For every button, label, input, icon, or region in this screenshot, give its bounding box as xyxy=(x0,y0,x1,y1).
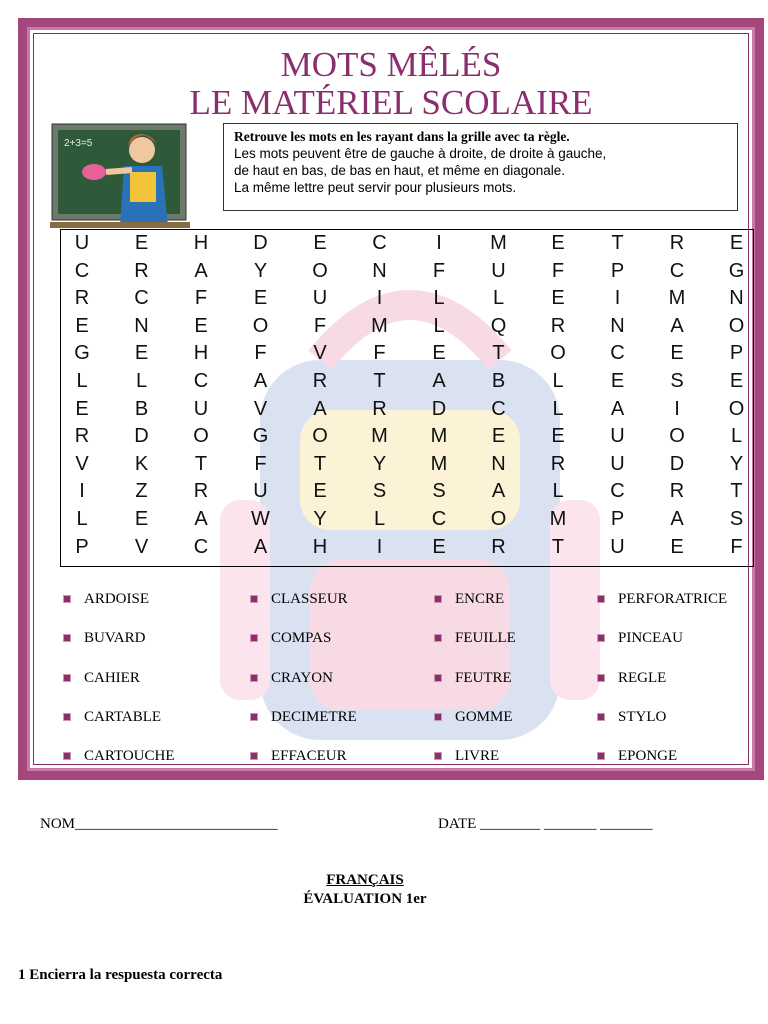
instructions-box xyxy=(223,123,738,211)
bullet-icon xyxy=(434,595,442,603)
grid-letter[interactable]: T xyxy=(730,480,743,503)
word-label: PINCEAU xyxy=(618,630,684,646)
grid-letter[interactable]: O xyxy=(728,397,745,420)
instructions-line: Les mots peuvent être de gauche à droite, de droite à gauche, xyxy=(234,146,607,161)
grid-letter[interactable]: A xyxy=(491,480,506,503)
date-field[interactable]: DATE ________ _______ _______ xyxy=(438,816,653,832)
grid-letter[interactable]: F xyxy=(254,342,267,365)
grid-letter[interactable]: T xyxy=(551,535,565,558)
grid-letter[interactable]: C xyxy=(610,342,625,365)
puzzle-frame xyxy=(18,18,764,780)
grid-letter[interactable]: U xyxy=(74,232,90,254)
grid-letter[interactable]: C xyxy=(134,287,149,310)
grid-letter[interactable]: O xyxy=(312,425,328,448)
grid-letter[interactable]: Q xyxy=(490,314,507,337)
bullet-icon xyxy=(597,713,605,721)
grid-letter[interactable]: A xyxy=(670,314,684,337)
word-label: CARTOUCHE xyxy=(84,748,175,764)
grid-letter[interactable]: E xyxy=(491,425,506,448)
word-label: STYLO xyxy=(618,709,667,725)
word-label: DECIMETRE xyxy=(271,709,357,725)
grid-letter[interactable]: O xyxy=(193,425,209,448)
grid-letter[interactable]: F xyxy=(730,535,743,558)
word-label: FEUTRE xyxy=(455,670,512,686)
grid-letter[interactable]: S xyxy=(372,480,387,503)
bullet-icon xyxy=(434,752,442,760)
word-list-item xyxy=(250,629,331,647)
name-field[interactable]: NOM___________________________ xyxy=(40,816,278,832)
word-list-item xyxy=(250,747,347,765)
grid-letter[interactable]: S xyxy=(670,370,684,392)
word-label: PERFORATRICE xyxy=(618,591,728,607)
grid-letter[interactable]: E xyxy=(729,232,744,254)
grid-letter[interactable]: I xyxy=(79,480,85,503)
grid-letter[interactable]: E xyxy=(75,314,89,337)
word-label: COMPAS xyxy=(271,630,332,646)
grid-letter[interactable]: O xyxy=(669,425,685,448)
grid-letter[interactable]: R xyxy=(669,232,685,254)
word-list-item xyxy=(597,708,666,726)
grid-letter[interactable]: M xyxy=(371,314,388,337)
grid-letter[interactable]: E xyxy=(75,397,89,420)
word-list-item xyxy=(597,747,677,765)
word-list-item xyxy=(434,747,499,765)
word-list-item xyxy=(434,590,504,608)
grid-letter[interactable]: R xyxy=(193,480,209,503)
grid-letter[interactable]: B xyxy=(134,397,149,420)
word-list-item xyxy=(597,590,727,608)
grid-letter[interactable]: P xyxy=(75,535,89,558)
grid-letter[interactable]: N xyxy=(134,314,149,337)
grid-letter[interactable]: E xyxy=(134,232,149,254)
grid-letter[interactable]: N xyxy=(372,259,387,282)
grid-letter[interactable]: L xyxy=(135,370,148,392)
word-list-item xyxy=(250,669,333,687)
word-label: CRAYON xyxy=(271,670,333,686)
grid-letter[interactable]: R xyxy=(550,452,566,475)
word-list-item xyxy=(63,629,145,647)
grid-letter[interactable]: N xyxy=(491,452,506,475)
grid-letter[interactable]: O xyxy=(490,508,507,530)
grid-letter[interactable]: P xyxy=(729,342,744,365)
puzzle-panel xyxy=(27,27,755,771)
word-label: CARTABLE xyxy=(84,709,162,725)
grid-letter[interactable]: T xyxy=(194,452,208,475)
grid-letter[interactable]: L xyxy=(433,314,445,337)
instructions-line: de haut en bas, de bas en haut, et même en diagonale. xyxy=(234,163,565,178)
grid-letter[interactable]: M xyxy=(371,425,388,448)
grid-letter[interactable]: R xyxy=(550,314,566,337)
grid-letter[interactable]: O xyxy=(728,314,745,337)
grid-letter[interactable]: L xyxy=(730,425,743,448)
grid-letter[interactable]: L xyxy=(552,480,564,503)
grid-letter[interactable]: U xyxy=(253,480,268,503)
grid-letter[interactable]: O xyxy=(252,314,269,337)
grid-letter[interactable]: U xyxy=(491,259,506,282)
grid-letter[interactable]: G xyxy=(74,342,90,365)
word-list-item xyxy=(434,629,516,647)
word-label: BUVARD xyxy=(84,630,146,646)
grid-letter[interactable]: E xyxy=(670,342,684,365)
grid-letter[interactable]: M xyxy=(668,287,686,310)
grid-letter[interactable]: U xyxy=(610,425,625,448)
grid-letter[interactable]: G xyxy=(252,425,269,448)
grid-letter[interactable]: R xyxy=(134,259,149,282)
grid-letter[interactable]: A xyxy=(194,508,208,530)
word-label: ENCRE xyxy=(455,591,505,607)
grid-letter[interactable]: R xyxy=(74,425,90,448)
grid-letter[interactable]: D xyxy=(134,425,149,448)
grid-letter[interactable]: A xyxy=(432,370,446,392)
grid-letter[interactable]: W xyxy=(251,508,270,530)
instructions-lead: Retrouve les mots en les rayant dans la grille avec ta règle. xyxy=(234,129,570,144)
word-list-item xyxy=(63,747,175,765)
teacher-at-chalkboard-illustration xyxy=(50,122,190,230)
grid-letter[interactable]: A xyxy=(253,535,268,558)
grid-letter[interactable]: T xyxy=(373,370,386,392)
grid-letter[interactable]: K xyxy=(134,452,149,475)
grid-letter[interactable]: N xyxy=(729,287,744,310)
bullet-icon xyxy=(63,713,71,721)
grid-letter[interactable]: D xyxy=(253,232,268,254)
chalkboard-text: 2+3=5 xyxy=(64,138,93,149)
grid-letter[interactable]: C xyxy=(193,535,209,558)
grid-letter[interactable]: T xyxy=(313,452,327,475)
grid-letter[interactable]: P xyxy=(610,508,625,530)
grid-letter[interactable]: O xyxy=(550,342,566,365)
grid-letter[interactable]: E xyxy=(313,480,327,503)
page-subtitle: LE MATÉRIEL SCOLAIRE xyxy=(189,83,593,122)
grid-letter[interactable]: U xyxy=(312,287,328,310)
question-1: 1 Encierra la respuesta correcta xyxy=(18,967,223,983)
grid-letter[interactable]: A xyxy=(670,508,684,530)
grid-letter[interactable]: E xyxy=(610,370,625,392)
grid-letter[interactable]: C xyxy=(669,259,685,282)
grid-letter[interactable]: L xyxy=(492,287,505,310)
grid-letter[interactable]: L xyxy=(373,508,386,530)
bullet-icon xyxy=(63,674,71,682)
bullet-icon xyxy=(597,674,605,682)
word-list-item xyxy=(250,590,348,608)
grid-letter[interactable]: Y xyxy=(372,452,387,475)
grid-letter[interactable]: V xyxy=(313,342,327,365)
bullet-icon xyxy=(250,752,258,760)
grid-letter[interactable]: E xyxy=(670,535,684,558)
grid-letter[interactable]: O xyxy=(312,259,328,282)
grid-letter[interactable]: H xyxy=(312,535,328,558)
subject-heading: FRANÇAIS xyxy=(326,872,404,888)
grid-letter[interactable]: F xyxy=(373,342,386,365)
word-label: EFFACEUR xyxy=(271,748,347,764)
grid-letter[interactable]: I xyxy=(614,287,621,310)
grid-letter[interactable]: E xyxy=(432,342,446,365)
grid-letter[interactable]: V xyxy=(253,397,268,420)
bullet-icon xyxy=(250,674,258,682)
grid-letter[interactable]: S xyxy=(729,508,744,530)
grid-letter[interactable]: F xyxy=(313,314,327,337)
word-label: FEUILLE xyxy=(455,630,516,646)
word-list-item xyxy=(63,669,140,687)
grid-letter[interactable]: S xyxy=(432,480,446,503)
grid-letter[interactable]: R xyxy=(74,287,90,310)
grid-letter[interactable]: V xyxy=(134,535,149,558)
word-label: CLASSEUR xyxy=(271,591,348,607)
grid-letter[interactable]: R xyxy=(669,480,685,503)
grid-letter[interactable]: C xyxy=(372,232,387,254)
grid-letter[interactable]: E xyxy=(253,287,268,310)
grid-letter[interactable]: C xyxy=(431,508,447,530)
grid-letter[interactable]: T xyxy=(611,232,624,254)
bullet-icon xyxy=(597,752,605,760)
grid-letter[interactable]: L xyxy=(552,370,564,392)
grid-letter[interactable]: A xyxy=(610,397,625,420)
grid-letter[interactable]: Y xyxy=(313,508,327,530)
word-label: ARDOISE xyxy=(84,591,150,607)
grid-letter[interactable]: U xyxy=(193,397,209,420)
grid-letter[interactable]: L xyxy=(552,397,564,420)
grid-letter[interactable]: E xyxy=(432,535,446,558)
grid-letter[interactable]: D xyxy=(431,397,447,420)
grid-letter[interactable]: G xyxy=(728,259,745,282)
grid-letter[interactable]: U xyxy=(610,535,625,558)
grid-letter[interactable]: A xyxy=(253,370,268,392)
grid-letter[interactable]: I xyxy=(376,535,383,558)
bullet-icon xyxy=(434,713,442,721)
grid-letter[interactable]: L xyxy=(76,508,88,530)
word-list-item xyxy=(63,590,149,608)
word-search-grid[interactable] xyxy=(60,229,754,567)
grid-letter[interactable]: L xyxy=(433,287,445,310)
word-label: CAHIER xyxy=(84,670,140,686)
grid-letter[interactable]: A xyxy=(194,259,208,282)
grid-letter[interactable]: E xyxy=(551,232,565,254)
bullet-icon xyxy=(434,674,442,682)
grid-letter[interactable]: H xyxy=(193,342,209,365)
bullet-icon xyxy=(250,634,258,642)
grid-letter[interactable]: M xyxy=(430,452,448,475)
grid-letter[interactable]: R xyxy=(312,370,328,392)
grid-letter[interactable]: V xyxy=(75,452,89,475)
word-list-item xyxy=(597,629,683,647)
bullet-icon xyxy=(63,752,71,760)
grid-letter[interactable]: I xyxy=(436,232,442,254)
grid-letter[interactable]: Y xyxy=(729,452,744,475)
grid-letter[interactable]: C xyxy=(74,259,90,282)
bullet-icon xyxy=(63,634,71,642)
grid-letter[interactable]: C xyxy=(610,480,625,503)
bullet-icon xyxy=(434,634,442,642)
grid-letter[interactable]: D xyxy=(669,452,685,475)
grid-letter[interactable]: H xyxy=(193,232,209,254)
grid-letter[interactable]: I xyxy=(376,287,383,310)
grid-letter[interactable]: T xyxy=(492,342,505,365)
grid-letter[interactable]: R xyxy=(372,397,387,420)
grid-letter[interactable]: M xyxy=(430,425,448,448)
word-label: REGLE xyxy=(618,670,667,686)
grid-letter[interactable]: C xyxy=(193,370,209,392)
grid-letter[interactable]: L xyxy=(76,370,88,392)
bullet-icon xyxy=(250,713,258,721)
word-label: GOMME xyxy=(455,709,513,725)
word-list-item xyxy=(434,708,513,726)
grid-letter[interactable]: A xyxy=(313,397,327,420)
bullet-icon xyxy=(597,595,605,603)
grid-letter[interactable]: I xyxy=(674,397,680,420)
grid-letter[interactable]: E xyxy=(134,342,149,365)
word-list-item xyxy=(597,669,666,687)
grid-letter[interactable]: E xyxy=(134,508,149,530)
word-list-item xyxy=(434,669,512,687)
instructions-line: La même lettre peut servir pour plusieurs mots. xyxy=(234,180,517,195)
grid-letter[interactable]: B xyxy=(491,370,506,392)
bullet-icon xyxy=(250,595,258,603)
grid-letter[interactable]: M xyxy=(490,232,507,254)
grid-letter[interactable]: F xyxy=(432,259,446,282)
grid-letter[interactable]: F xyxy=(254,452,267,475)
grid-letter[interactable]: E xyxy=(194,314,208,337)
grid-letter[interactable]: U xyxy=(610,452,625,475)
grid-letter[interactable]: N xyxy=(610,314,625,337)
evaluation-heading: ÉVALUATION 1er xyxy=(303,891,427,907)
grid-letter[interactable]: M xyxy=(549,508,567,530)
grid-letter[interactable]: R xyxy=(491,535,506,558)
grid-letter[interactable]: E xyxy=(729,370,744,392)
word-label: EPONGE xyxy=(618,748,678,764)
word-list-item xyxy=(63,708,161,726)
grid-letter[interactable]: E xyxy=(313,232,327,254)
word-label: LIVRE xyxy=(455,748,500,764)
grid-letter[interactable]: F xyxy=(194,287,208,310)
grid-letter[interactable]: Y xyxy=(253,259,268,282)
grid-letter[interactable]: E xyxy=(551,425,565,448)
grid-letter[interactable]: C xyxy=(491,397,506,420)
bullet-icon xyxy=(63,595,71,603)
word-list-item xyxy=(250,708,357,726)
grid-letter[interactable]: P xyxy=(610,259,625,282)
grid-letter[interactable]: Z xyxy=(135,480,148,503)
grid-letter[interactable]: E xyxy=(551,287,565,310)
grid-letter[interactable]: F xyxy=(551,259,565,282)
page-title: MOTS MÊLÉS xyxy=(280,45,502,84)
bullet-icon xyxy=(597,634,605,642)
